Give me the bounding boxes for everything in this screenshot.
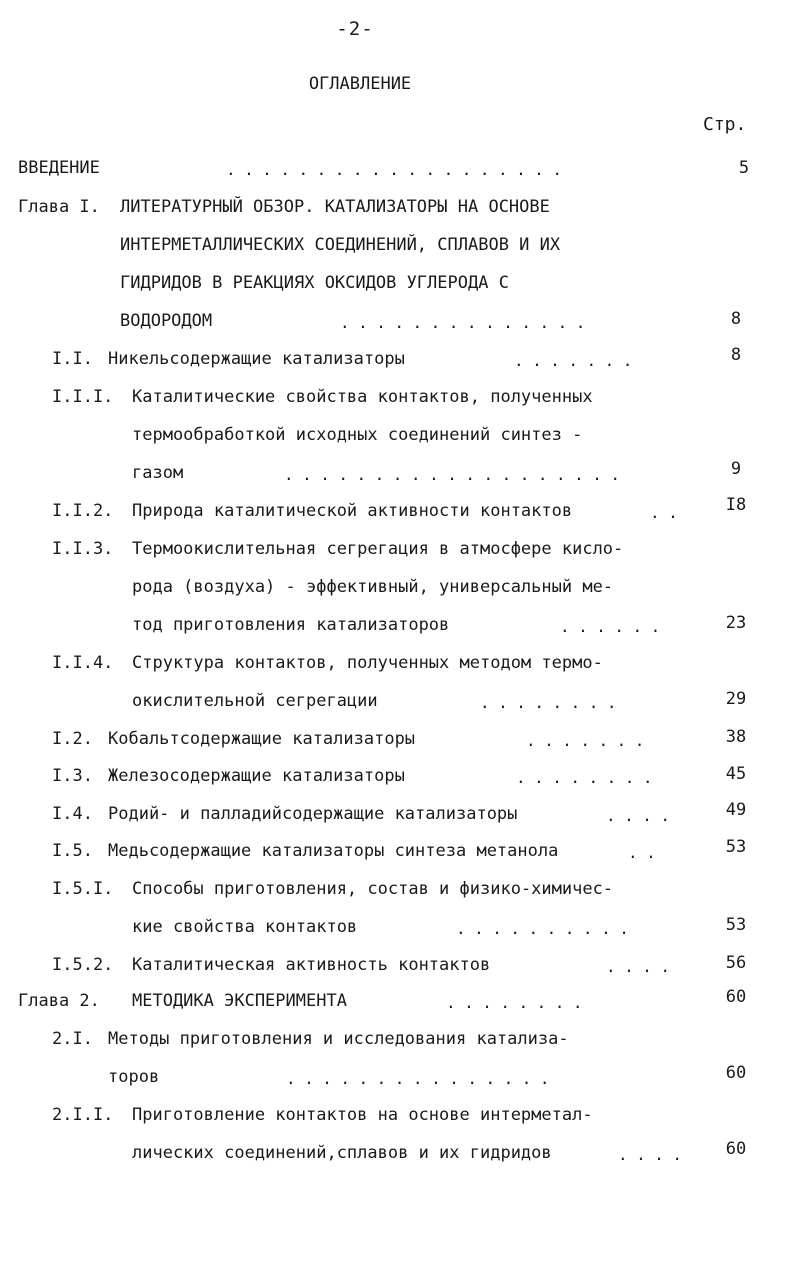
toc-entry-leader: .......	[526, 731, 653, 750]
toc-entry-page: 60	[725, 1139, 747, 1159]
toc-entry-title: термообработкой исходных соединений синтез -	[132, 425, 583, 445]
toc-entry-title: Каталитическая активность контактов	[132, 955, 491, 975]
toc-entry-title: ИНТЕРМЕТАЛЛИЧЕСКИХ СОЕДИНЕНИЙ, СПЛАВОВ И ИХ	[120, 235, 561, 255]
toc-entry-title: рода (воздуха) - эффективный, универсальный ме-	[132, 577, 614, 597]
toc-entry-title: Родий- и палладийсодержащие катализаторы	[108, 804, 518, 824]
toc-entry-number: I.5.I.	[52, 879, 114, 899]
toc-entry-title: ВОДОРОДОМ	[120, 311, 213, 331]
toc-entry-leader: ......	[560, 617, 669, 636]
page-number: -2-	[336, 18, 374, 40]
toc-entry-page: 60	[725, 987, 747, 1007]
toc-entry-title: Железосодержащие катализаторы	[108, 766, 405, 786]
toc-entry-title: Природа каталитической активности контактов	[132, 501, 573, 521]
toc-entry-leader: ....	[606, 957, 679, 976]
toc-entry-title: окислительной сегрегации	[132, 691, 378, 711]
toc-entry-leader: .......	[514, 351, 641, 370]
toc-entry-number: I.I.3.	[52, 539, 114, 559]
toc-entry-title: ГИДРИДОВ В РЕАКЦИЯХ ОКСИДОВ УГЛЕРОДА С	[120, 273, 509, 293]
toc-entry-number: 2.I.I.	[52, 1105, 114, 1125]
toc-heading: ОГЛАВЛЕНИЕ	[308, 74, 412, 94]
toc-entry-title: Термоокислительная сегрегация в атмосфере кисло-	[132, 539, 624, 559]
toc-entry-title: кие свойства контактов	[132, 917, 358, 937]
toc-entry-number: I.5.2.	[52, 955, 114, 975]
toc-entry-number: I.I.4.	[52, 653, 114, 673]
toc-entry-number: I.2.	[52, 729, 93, 749]
toc-entry-leader: ..	[650, 503, 687, 522]
toc-entry-number: I.I.2.	[52, 501, 114, 521]
toc-entry-leader: ........	[516, 768, 662, 787]
toc-entry-page: 9	[730, 459, 742, 479]
toc-entry-number: Глава I.	[18, 197, 100, 217]
toc-entry-leader: ........	[480, 693, 626, 712]
toc-entry-title: лических соединений,сплавов и их гидридов	[132, 1143, 552, 1163]
toc-entry-page: 5	[738, 158, 750, 178]
toc-entry-leader: ...................	[284, 465, 629, 484]
toc-entry-title: торов	[108, 1067, 160, 1087]
toc-entry-leader: ...................	[226, 160, 571, 179]
toc-entry-page: 8	[730, 309, 742, 329]
toc-entry-leader: ..........	[456, 919, 638, 938]
toc-entry-number: I.I.	[52, 349, 93, 369]
toc-entry-page: 49	[725, 800, 747, 820]
toc-entry-page: 53	[725, 837, 747, 857]
toc-entry-page: 29	[725, 689, 747, 709]
toc-entry-page: 60	[725, 1063, 747, 1083]
toc-entry-page: 23	[725, 613, 747, 633]
toc-entry-number: I.4.	[52, 804, 93, 824]
toc-entry-page: 8	[730, 345, 742, 365]
page-column-label: Стр.	[703, 114, 747, 135]
toc-entry-title: Медьсодержащие катализаторы синтеза метанола	[108, 841, 559, 861]
toc-entry-title: Приготовление контактов на основе интерметал-	[132, 1105, 593, 1125]
toc-entry-title: Структура контактов, полученных методом термо-	[132, 653, 603, 673]
toc-entry-number: Глава 2.	[18, 991, 100, 1011]
toc-entry-number: 2.I.	[52, 1029, 93, 1049]
toc-entry-page: I8	[725, 495, 747, 515]
toc-entry-title: ЛИТЕРАТУРНЫЙ ОБЗОР. КАТАЛИЗАТОРЫ НА ОСНОВЕ	[120, 197, 550, 217]
toc-entry-title: тод приготовления катализаторов	[132, 615, 450, 635]
toc-entry-number: I.3.	[52, 766, 93, 786]
toc-entry-title: Каталитические свойства контактов, полученных	[132, 387, 593, 407]
toc-entry-page: 38	[725, 727, 747, 747]
toc-entry-leader: ....	[606, 806, 679, 825]
toc-entry-leader: ..	[628, 843, 665, 862]
toc-entry-number: I.5.	[52, 841, 93, 861]
toc-entry-number: I.I.I.	[52, 387, 114, 407]
toc-entry-page: 53	[725, 915, 747, 935]
toc-entry-title: Никельсодержащие катализаторы	[108, 349, 405, 369]
toc-entry-page: 56	[725, 953, 747, 973]
toc-entry-leader: ........	[446, 993, 592, 1012]
toc-entry-page: 45	[725, 764, 747, 784]
toc-entry-title: Кобальтсодержащие катализаторы	[108, 729, 416, 749]
toc-entry-title: газом	[132, 463, 184, 483]
toc-entry-title: Способы приготовления, состав и физико-химичес-	[132, 879, 614, 899]
toc-entry-title: ВВЕДЕНИЕ	[18, 158, 100, 178]
toc-entry-leader: ...............	[286, 1069, 558, 1088]
toc-entry-title: Методы приготовления и исследования катализа-	[108, 1029, 569, 1049]
toc-entry-leader: ....	[618, 1145, 691, 1164]
toc-entry-title: МЕТОДИКА ЭКСПЕРИМЕНТА	[132, 991, 347, 1011]
toc-entry-leader: ..............	[340, 313, 594, 332]
